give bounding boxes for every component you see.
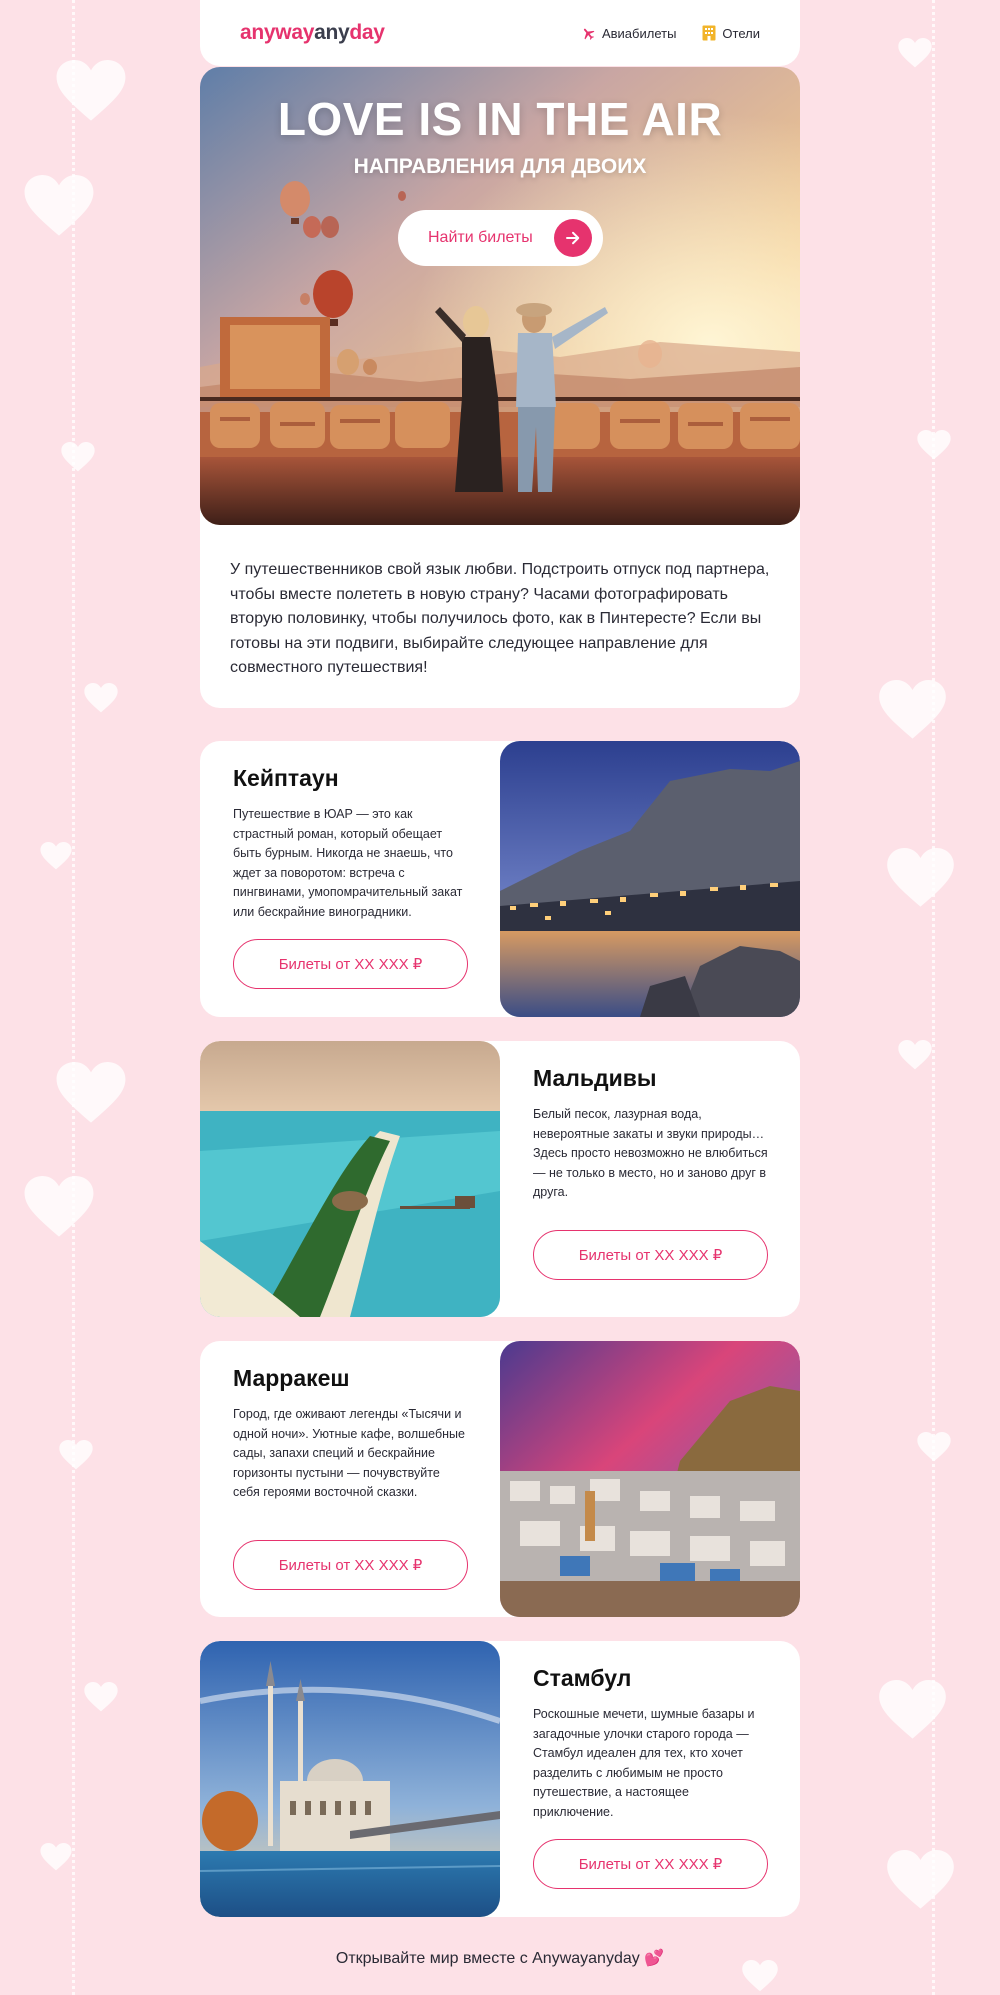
destination-title: Кейптаун	[233, 765, 339, 791]
card-text	[200, 741, 500, 1017]
maldives-image	[200, 1041, 500, 1317]
logo-part: day	[349, 21, 385, 44]
heart-icon	[82, 683, 120, 713]
tickets-button[interactable]: Билеты от XX XXX ₽	[533, 1230, 768, 1280]
destination-description: Путешествие в ЮАР — это как страстный роман, который обещает быть бурным. Никогда не знаешь, что ждет за поворотом: встреча с пингвинами, умопомрачительный закат или бескрайние виноградники.	[233, 807, 463, 919]
heart-icon	[38, 1843, 74, 1871]
heart-icon	[915, 430, 953, 460]
cape-town-image	[500, 741, 800, 1017]
destination-card-marrakesh	[200, 1341, 800, 1617]
card-text	[500, 1641, 800, 1917]
heart-icon	[896, 38, 934, 68]
top-nav	[581, 25, 760, 41]
heart-icon	[38, 842, 74, 870]
heart-icon	[52, 60, 130, 122]
destination-card-cape-town	[200, 741, 800, 1017]
nav-item-label: Отели	[722, 25, 760, 41]
destination-title: Стамбул	[533, 1665, 632, 1691]
dotted-line	[72, 0, 75, 1995]
hero-title: LOVE IS IN THE AIR	[277, 93, 723, 145]
heart-icon	[60, 442, 96, 472]
nav-item-flights[interactable]	[581, 26, 676, 41]
destination-description: Роскошные мечети, шумные базары и загадочные улочки старого города — Стамбул идеален для тех, кто хочет разделить с любимым не просто путешествие, а настоящее приключение.	[533, 1707, 755, 1819]
destination-card-maldives	[200, 1041, 800, 1317]
logo-part: any	[314, 21, 350, 44]
plane-icon	[581, 26, 596, 41]
heart-icon	[875, 1680, 950, 1740]
heart-icon	[915, 1432, 953, 1462]
heart-icon	[58, 1440, 94, 1470]
logo-part: anyway	[240, 21, 315, 44]
heart-icon	[82, 1682, 120, 1712]
istanbul-image	[200, 1641, 500, 1917]
tickets-button[interactable]: Билеты от XX XXX ₽	[233, 939, 468, 989]
header	[200, 0, 800, 66]
arrow-right-icon	[554, 219, 592, 257]
destination-title: Марракеш	[233, 1365, 350, 1391]
heart-icon	[883, 1850, 958, 1910]
destination-title: Мальдивы	[533, 1065, 657, 1091]
heart-icon	[20, 1176, 98, 1238]
tickets-button[interactable]: Билеты от XX XXX ₽	[533, 1839, 768, 1889]
nav-item-label: Авиабилеты	[601, 25, 677, 41]
nav-item-hotels[interactable]	[702, 25, 760, 41]
footer-text: Открывайте мир вместе с Anywayanyday 💕	[335, 1950, 665, 1967]
card-text	[200, 1341, 500, 1617]
find-tickets-button[interactable]	[398, 210, 603, 266]
marrakesh-image	[500, 1341, 800, 1617]
tickets-button[interactable]: Билеты от XX XXX ₽	[233, 1540, 468, 1590]
heart-icon	[883, 848, 958, 908]
logo[interactable]	[240, 21, 385, 45]
heart-icon	[875, 680, 950, 740]
dotted-line	[932, 0, 935, 1995]
heart-icon	[896, 1040, 934, 1070]
hero-subtitle: НАПРАВЛЕНИЯ ДЛЯ ДВОИХ	[353, 155, 647, 178]
hotel-icon	[702, 25, 716, 41]
destination-card-istanbul	[200, 1641, 800, 1917]
destination-description: Белый песок, лазурная вода, невероятные закаты и звуки природы… Здесь просто невозможно не влюбиться — не только в место, но и заново друг в друга.	[533, 1107, 768, 1199]
heart-icon	[52, 1062, 130, 1124]
find-tickets-label: Найти билеты	[428, 229, 533, 246]
intro-text: У путешественников свой язык любви. Подстроить отпуск под партнера, чтобы вместе полететь в новую страну? Часами фотографировать вторую половинку, чтобы получилось фото, как в Пинтересте? Если вы готовы на эти подвиги, выбирайте следующее направление для совместного путешествия!	[200, 500, 800, 708]
card-text	[500, 1041, 800, 1317]
destination-description: Город, где оживают легенды «Тысячи и одной ночи». Уютные кафе, волшебные сады, запахи специй и бескрайние горизонты пустыни — почувствуйте себя героями восточной сказки.	[233, 1407, 465, 1499]
hero-banner	[200, 67, 800, 525]
heart-icon	[20, 175, 98, 237]
email-container	[200, 0, 800, 1873]
